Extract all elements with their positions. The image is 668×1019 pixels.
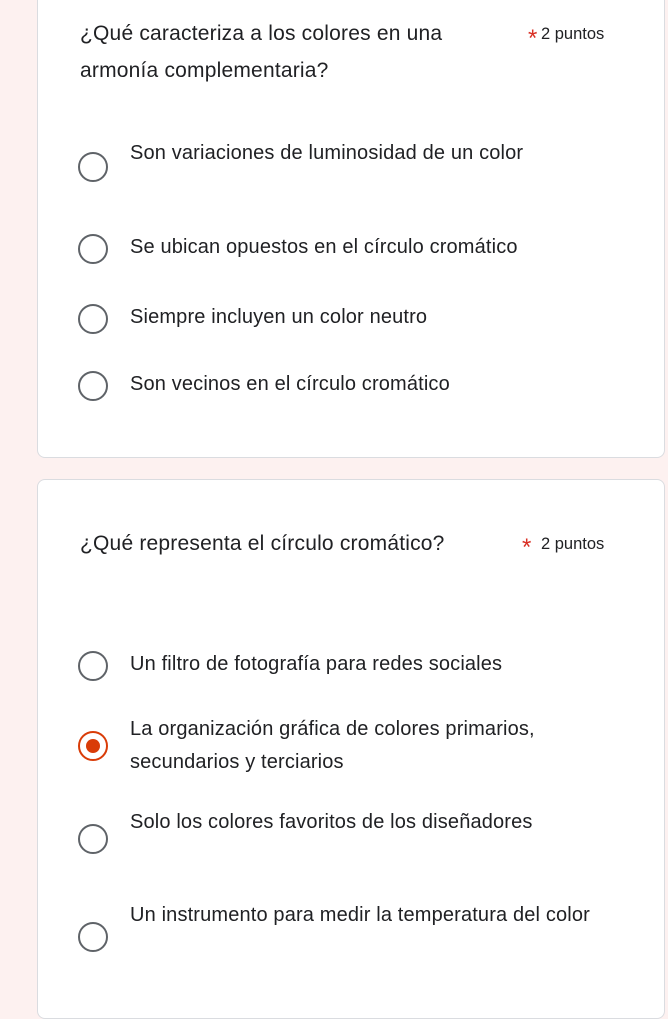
radio-option[interactable] bbox=[78, 301, 638, 335]
radio-option[interactable] bbox=[78, 137, 638, 203]
option-label: Un filtro de fotografía para redes sociales bbox=[130, 653, 503, 675]
option-label: Son vecinos en el círculo cromático bbox=[130, 373, 450, 395]
radio-button-checked-icon[interactable] bbox=[78, 731, 108, 761]
radio-button-icon[interactable] bbox=[78, 152, 108, 182]
question-points: 2 puntos bbox=[541, 535, 605, 553]
required-asterisk: * bbox=[528, 25, 538, 52]
radio-button-icon[interactable] bbox=[78, 824, 108, 854]
question-title: ¿Qué representa el círculo cromático? bbox=[80, 532, 445, 555]
radio-option[interactable] bbox=[78, 231, 638, 265]
option-label: Se ubican opuestos en el círculo cromático bbox=[130, 236, 518, 258]
option-label: Siempre incluyen un color neutro bbox=[130, 306, 428, 328]
radio-button-icon[interactable] bbox=[78, 922, 108, 952]
radio-option[interactable] bbox=[78, 648, 638, 682]
radio-option[interactable] bbox=[78, 899, 638, 965]
question-card-2 bbox=[37, 479, 665, 1019]
question-title: ¿Qué caracteriza a los colores en una armonía complementaria? bbox=[80, 22, 443, 82]
radio-option[interactable] bbox=[78, 806, 638, 872]
radio-button-icon[interactable] bbox=[78, 651, 108, 681]
radio-button-icon[interactable] bbox=[78, 234, 108, 264]
radio-button-icon[interactable] bbox=[78, 304, 108, 334]
question-points: 2 puntos bbox=[541, 25, 605, 43]
radio-option[interactable] bbox=[78, 368, 638, 402]
radio-option-selected[interactable] bbox=[78, 713, 638, 779]
option-label: Un instrumento para medir la temperatura del color bbox=[130, 904, 590, 926]
option-label: La organización gráfica de colores primarios, secundarios y terciarios bbox=[130, 718, 535, 773]
option-label: Son variaciones de luminosidad de un color bbox=[130, 142, 524, 164]
required-asterisk: * bbox=[522, 534, 532, 561]
radio-button-icon[interactable] bbox=[78, 371, 108, 401]
question-card-1 bbox=[37, 0, 665, 458]
option-label: Solo los colores favoritos de los diseñadores bbox=[130, 811, 533, 833]
